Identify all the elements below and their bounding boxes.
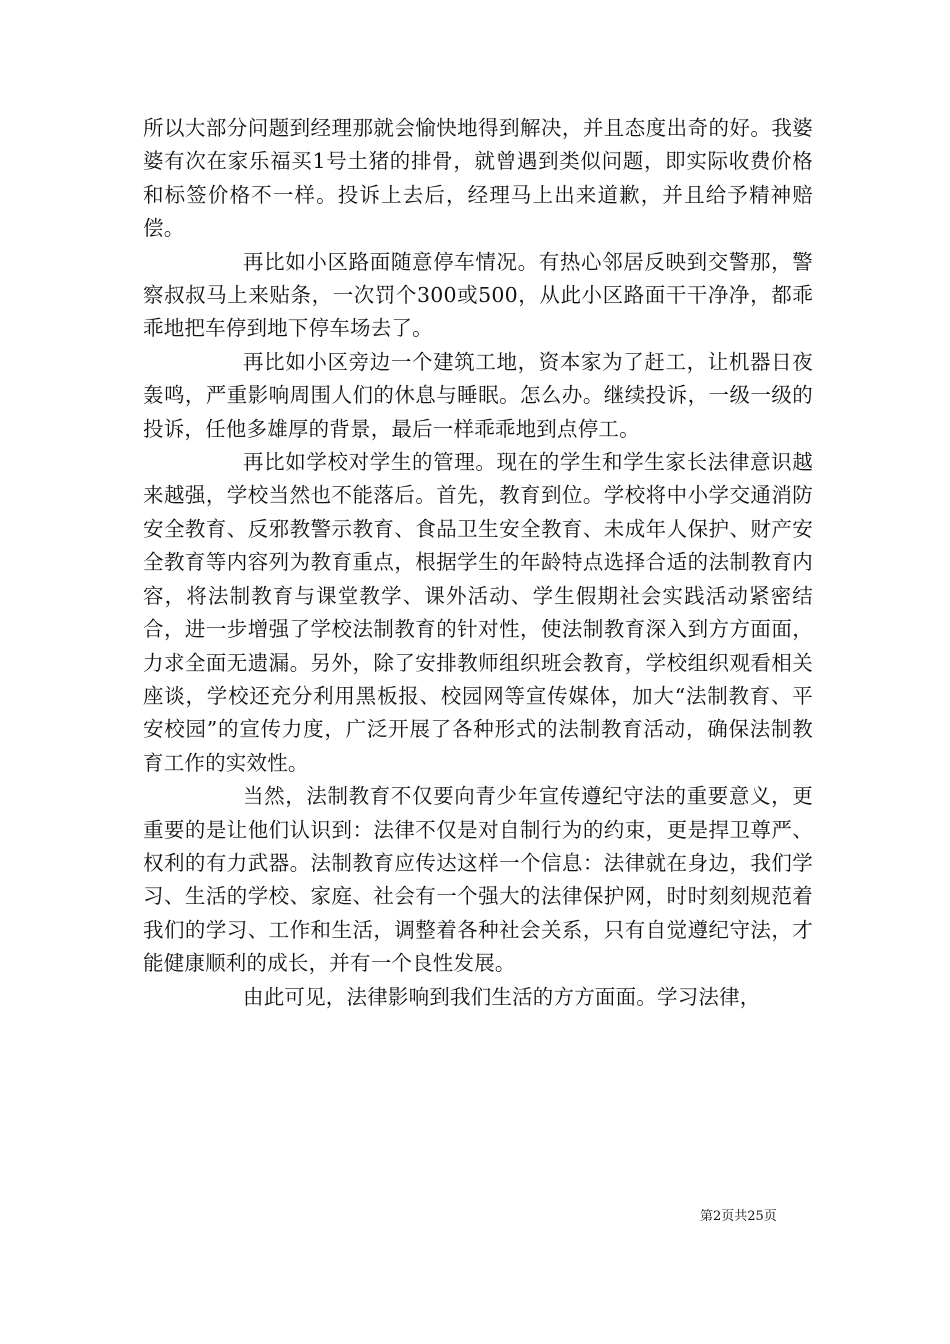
paragraph-conclusion: 由此可见，法律影响到我们生活的方方面面。学习法律，	[243, 984, 761, 1009]
body-text	[143, 112, 813, 1014]
paragraph-legal-education: 当然，法制教育不仅要向青少年宣传遵纪守法的重要意义，更重要的是让他们认识到：法律不仅是对自制行为的约束，更是捍卫尊严、权利的有力武器。法制教育应传达这样一个信息：法律就在身边，我们学习、生活的学校、家庭、社会有一个强大的法律保护网，时时刻刻规范着我们的学习、工作和生活，调整着各种社会关系，只有自觉遵纪守法，才能健康顺利的成长，并有一个良性发展。	[143, 784, 813, 976]
paragraph-parking: 再比如小区路面随意停车情况。有热心邻居反映到交警那，警察叔叔马上来贴条，一次罚个300或500，从此小区路面干干净净，都乖乖地把车停到地下停车场去了。	[143, 249, 813, 341]
paragraph-school: 再比如学校对学生的管理。现在的学生和学生家长法律意识越来越强，学校当然也不能落后。首先，教育到位。学校将中小学交通消防安全教育、反邪教警示教育、食品卫生安全教育、未成年人保护、财产安全教育等内容列为教育重点，根据学生的年龄特点选择合适的法制教育内容，将法制教育与课堂教学、课外活动、学生假期社会实践活动紧密结合，进一步增强了学校法制教育的针对性，使法制教育深入到方方面面，力求全面无遗漏。另外，除了安排教师组织班会教育，学校组织观看相关座谈，学校还充分利用黑板报、校园网等宣传媒体，加大“法制教育、平安校园”的宣传力度，广泛开展了各种形式的法制教育活动，确保法制教育工作的实效性。	[143, 450, 813, 775]
paragraph-construction: 再比如小区旁边一个建筑工地，资本家为了赶工，让机器日夜轰鸣，严重影响周围人们的休息与睡眠。怎么办。继续投诉，一级一级的投诉，任他多雄厚的背景，最后一样乖乖地到点停工。	[143, 349, 813, 441]
page-number-footer: 第2页共25页	[700, 1209, 777, 1224]
paragraph-continuation: 所以大部分问题到经理那就会愉快地得到解决，并且态度出奇的好。我婆婆有次在家乐福买1号土猪的排骨，就曾遇到类似问题，即实际收费价格和标签价格不一样。投诉上去后，经理马上出来道歉，并且给予精神赔偿。	[143, 116, 813, 241]
